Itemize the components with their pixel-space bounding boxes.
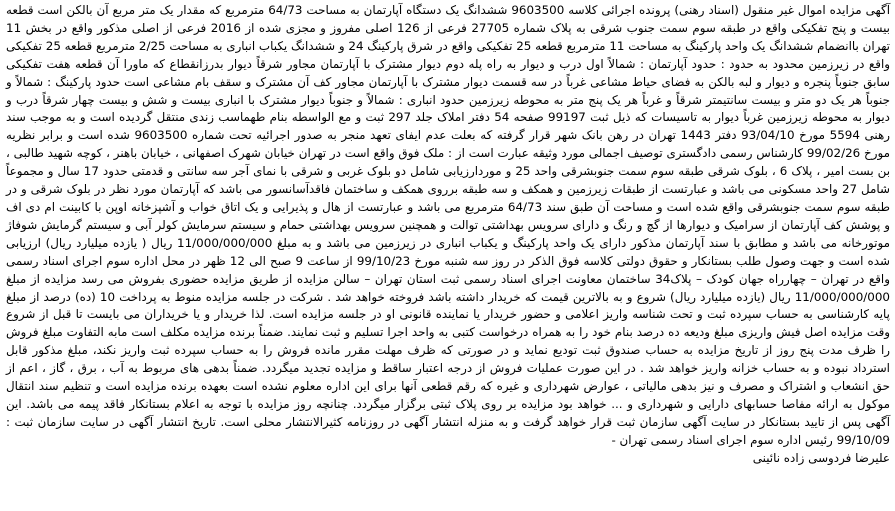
notice-body: آگهی مزایده اموال غیر منقول (اسناد رهنی) پرونده اجرائی کلاسه 9603500 ششدانگ یک دستگاه آپارتمان به مساحت 64/73 مترمربع که مقدار یک متر مربع آن بالکن است قطعه بیست و پنج تفکیکی واقع در طبقه سوم سمت جنوب شرقی به پلاک شماره 27705 فرعی از 126 اصلی مفروز و مجزی شده از 2016 فرعی از اصلی مذکور واقع در بخش 11 تهران باانضمام ششدانگ یک واحد پارکینگ به مساحت 11 مترمربع قطعه 25 تفکیکی واقع در شرق پارکینگ 24 و ششدانگ یکباب انباری به مساحت 2/25 مترمربع قطعه 25 تفکیکی واقع در زیرزمین محدود به حدود : حدود آپارتمان : شمالاً اول درب و دیوار به راه پله دوم دیوار مشترک با آپارتمان مجاور شرقاً دیوار بدرزانقطاع که ماورا آن قطعه هفت تفکیکی سابق جنوباً پنجره و دیوار و لبه بالکن به فضای حیاط مشاعی غرباً در سه قسمت دیوار مشترک با آپارتمان مجاور کف آن مشترک و سقف بام مشاعی است حدود پارکینگ : شمالاً و جنوباً هر یک دو متر و بیست سانتیمتر شرقاً و غرباً هر یک پنج متر به محوطه زیرزمین حدود انباری : شمالاً و جنوباً دیوار مشترک با انباری بیست و شش و بیست چهار شرقاً درب و دیوار به محوطه زیرزمین غرباً دیوار به تاسیسات که ذیل ثبت 99197 صفحه 54 دفتر املاک جلد 297 ثبت و مع الواسطه بنام طهماسب زندی منتقل گردیده است و به موجب سند رهنی 5594 مورخ 93/04/10 دفتر 1443 تهران در رهن بانک شهر قرار گرفته که بعلت عدم ایفای تعهد منجر به صدور اجرائیه تحت شماره 9603500 شده است و برابر نظریه مورخ 99/02/26 کارشناس رسمی دادگستری توصیف اجمالی مورد وثیقه عبارت است از : ملک فوق واقع است در تهران خیابان شهرک اصفهانی ، خیابان باهنر ، کوچه شهید طالبی ، بن بست امیر ، پلاک 6 ، بلوک شرقی طبقه سوم سمت جنوبشرقی واحد 25 و موردارزیابی شامل دو بلوک غربی و شرقی با نمای آجر سه سانتی و قدمتی حدود 17 سال و مجموعاً شامل 27 واحد مسکونی می باشد و عبارتست از طبقات زیرزمین و همکف و سه طبقه برروی همکف و ساختمان فاقدآسانسور می باشد که آپارتمان مورد نظر در بلوک شرقی و در طبقه سوم سمت جنوبشرقی واقع شده است و مساحت آن طبق سند 64/73 مترمربع می باشد و عبارتست از هال و پذیرایی و یک اتاق خواب و آشپزخانه اوپن با کابینت ام دی اف و پوشش کف آپارتمان از سرامیک و دیوارها از گچ و رنگ و دارای سرویس بهداشتی توالت و همچنین سرویس بهداشتی حمام و سیستم سرمایش کولر آبی و سیستم گرمایش شوفاژ موتورخانه می باشد و مطابق با سند آپارتمان مذکور دارای یک واحد پارکینگ و یکباب انباری در زیرزمین می باشد و به مبلغ 11/000/000/000 ریال ( یازده میلیارد ریال) ارزیابی شده است و جهت وصول طلب بستانکار و حقوق دولتی کلاسه فوق الذکر در روز سه شنبه مورخ 99/10/23 از ساعت 9 صبح الی 12 ظهر در محل اداره سوم اجرای اسناد رسمی واقع در تهران – چهارراه جهان کودک – پلاک34 ساختمان معاونت اجرای اسناد رسمی ثبت استان تهران – سالن مزایده از طریق مزایده حضوری بفروش می رسد مزایده از مبلغ 11/000/000/000 ریال (یازده میلیارد ریال) شروع و به بالاترین قیمت که خریدار داشته باشد فروخته خواهد شد . شرکت در جلسه مزایده منوط به پرداخت 10 (ده) درصد از مبلغ پایه کارشناسی به حساب سپرده ثبت و تحت شناسه واریز اعلامی و حضور خریدار یا نماینده قانونی او در جلسه مزایده است. لذا خریدار و یا خریداران می بایست تا قبل از شروع وقت مزایده اصل فیش واریزی مبلغ ودیعه ده درصد بنام خود را به همراه درخواست کتبی به واحد اجرا تسلیم و ثبت نمایند. ضمناً برنده مزایده مکلف است مابه التفاوت مبلغ فروش را ظرف مدت پنج روز از تاریخ مزایده به حساب صندوق ثبت تودیع نماید و در صورتی که ظرف مهلت مقرر مانده فروش را به حساب سپرده ثبت واریز نکند، مبلغ مذکور قابل استرداد نبوده و به حساب خزانه واریز خواهد شد . در این صورت عملیات فروش از درجه اعتبار ساقط و مزایده تجدید میگردد. ضمناً بدهی های مربوط به آب ، برق ، گاز ، اعم از حق انشعاب و اشتراک و مصرف و نیز بدهی مالیاتی ، عوارض شهرداری و غیره که رقم قطعی آنها برای این اداره معلوم نشده است بعهده برنده مزایده است و تنظیم سند انتقال موکول به ارائه مفاصا حسابهای دارایی و شهرداری و ... خواهد بود مزایده بر روی پلاک ثبتی برگزار میگردد. چنانچه روز مزایده با توجه به اعلام بستانکار فاقد پیمه می باشد. این آگهی پس از تایید بستانکار در سایت آگهی سازمان ثبت قرار خواهد گرفت و به منزله انتشار آگهی در روزنامه کثیرالانتشار محلی است. تاریخ انتشار آگهی در سایت سازمان ثبت : 99/10/09 رئیس اداره سوم اجرای اسناد رسمی تهران - [6, 3, 891, 447]
notice-signature: علیرضا فردوسی زاده نائینی [752, 450, 890, 465]
